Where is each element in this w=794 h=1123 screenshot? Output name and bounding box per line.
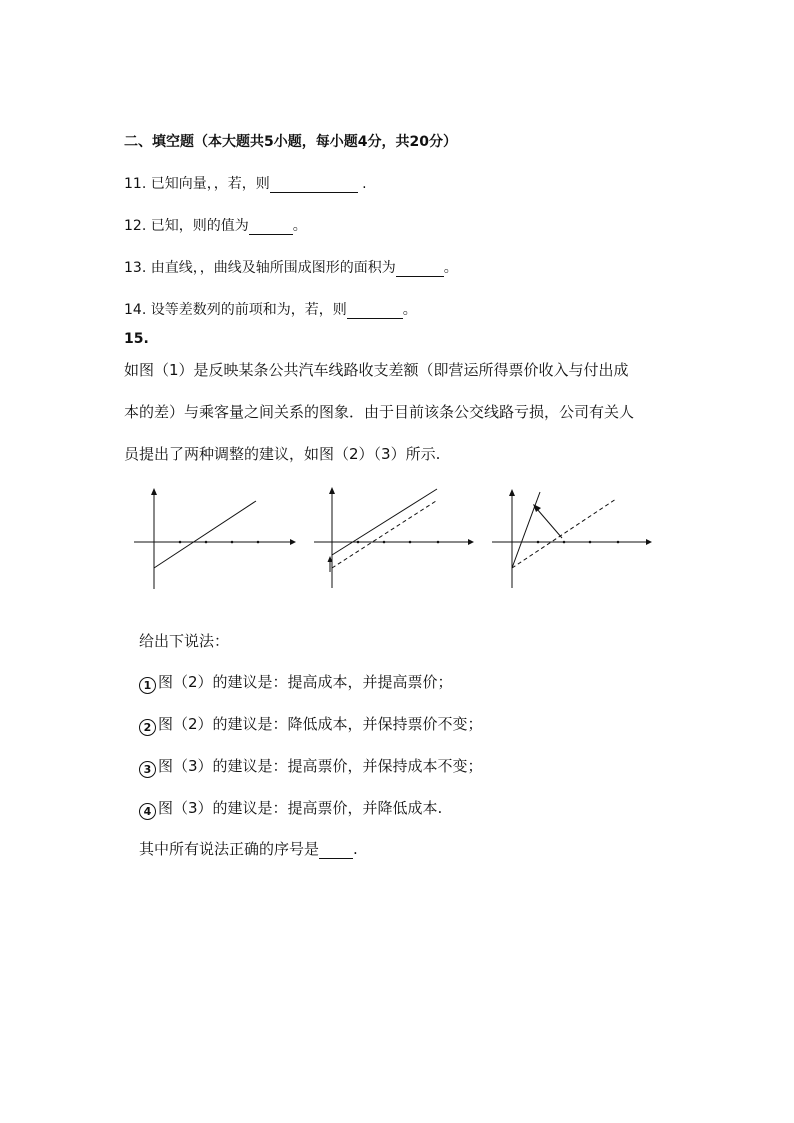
option-text: 图（3）的建议是：提高票价，并保持成本不变；: [158, 757, 483, 775]
figure-1-graph: [130, 485, 300, 595]
question-15-line-1: 如图（1）是反映某条公共汽车线路收支差额（即营运所得票价收入与付出成: [124, 361, 629, 379]
y-axis-arrow: [329, 487, 335, 494]
tick-dot: [257, 541, 260, 544]
figure-3-graph: [488, 484, 658, 594]
tick-dot: [537, 541, 540, 544]
question-13: [124, 257, 458, 277]
x-axis-arrow: [468, 539, 474, 545]
x-axis-arrow: [646, 539, 652, 545]
rotation-arrow-line: [537, 509, 562, 538]
profit-line: [154, 501, 256, 568]
answer-blank: [347, 304, 403, 319]
tick-dot: [617, 541, 620, 544]
tick-dot: [409, 541, 412, 544]
final-question-tail: .: [353, 840, 358, 858]
final-question: [139, 838, 358, 859]
question-15-number: 15.: [124, 331, 149, 347]
tick-dot: [437, 541, 440, 544]
tick-dot: [563, 541, 566, 544]
new-profit-line: [512, 492, 540, 568]
option-marker: 4: [139, 803, 156, 820]
answer-blank: [249, 220, 293, 235]
question-12: [124, 215, 307, 235]
question-12-tail: 。: [292, 218, 307, 234]
final-question-text: 其中所有说法正确的序号是: [139, 840, 320, 858]
new-profit-line: [332, 489, 437, 555]
question-13-text: 13. 由直线，，曲线及轴所围成图形的面积为: [124, 260, 396, 276]
question-11: [124, 173, 367, 193]
figure-2-graph: [310, 482, 480, 592]
option-marker: 3: [139, 761, 156, 778]
question-12-text: 12. 已知，则的值为: [124, 218, 249, 234]
y-axis-arrow: [151, 488, 157, 495]
question-15-line-2: 本的差）与乘客量之间关系的图象．由于目前该条公交线路亏损，公司有关人: [124, 403, 635, 421]
option-text: 图（2）的建议是：降低成本，并保持票价不变；: [158, 715, 483, 733]
question-11-tail: .: [357, 176, 367, 192]
tick-dot: [231, 541, 234, 544]
question-15-line-3: 员提出了两种调整的建议，如图（2）（3）所示.: [124, 445, 441, 463]
original-profit-line: [512, 499, 616, 568]
question-14: [124, 299, 417, 319]
option-text: 图（3）的建议是：提高票价，并降低成本.: [158, 799, 443, 817]
question-11-text: 11. 已知向量，，若，则: [124, 176, 270, 192]
option-item: [139, 671, 453, 694]
question-13-tail: 。: [443, 260, 458, 276]
tick-dot: [589, 541, 592, 544]
question-14-tail: 。: [402, 302, 417, 318]
option-marker: 2: [139, 719, 156, 736]
tick-dot: [383, 541, 386, 544]
tick-dot: [205, 541, 208, 544]
answer-blank: [270, 178, 358, 193]
tick-dot: [179, 541, 182, 544]
option-text: 图（2）的建议是：提高成本，并提高票价；: [158, 673, 453, 691]
question-14-text: 14. 设等差数列的前项和为，若，则: [124, 302, 347, 318]
x-axis-arrow: [290, 539, 296, 545]
option-item: [139, 755, 483, 778]
answer-blank: [319, 844, 353, 859]
section-title: 二、填空题（本大题共5小题，每小题4分，共20分）: [124, 134, 457, 150]
tick-dot: [357, 541, 360, 544]
answer-blank: [396, 262, 444, 277]
options-intro: 给出下说法：: [139, 632, 230, 650]
y-axis-arrow: [509, 489, 515, 496]
option-item: [139, 713, 483, 736]
option-item: [139, 797, 442, 820]
option-marker: 1: [139, 677, 156, 694]
original-profit-line: [332, 501, 436, 568]
